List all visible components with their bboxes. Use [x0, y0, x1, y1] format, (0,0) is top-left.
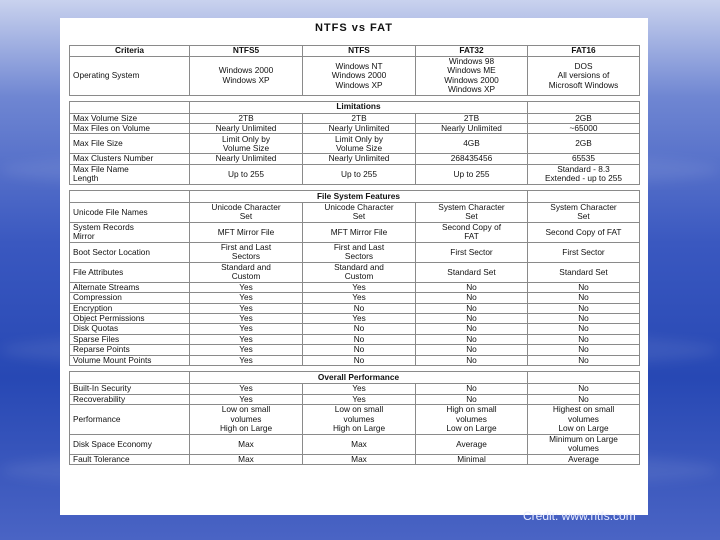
value-cell: Max [190, 434, 303, 454]
criteria-cell: Volume Mount Points [70, 355, 190, 365]
section-blank-cell [70, 101, 190, 113]
value-cell: 2TB [303, 113, 416, 123]
section-blank-cell [528, 372, 640, 384]
criteria-cell: Max Clusters Number [70, 154, 190, 164]
value-cell: No [416, 303, 528, 313]
value-cell: Yes [190, 324, 303, 334]
value-cell: No [528, 394, 640, 404]
criteria-cell: File Attributes [70, 262, 190, 282]
value-cell: No [303, 345, 416, 355]
table-row [70, 134, 640, 154]
table-row [70, 154, 640, 164]
slide [60, 18, 648, 515]
value-cell: Second Copy of FAT [528, 222, 640, 242]
value-cell: First Sector [528, 242, 640, 262]
value-cell: 2GB [528, 113, 640, 123]
table-row [70, 355, 640, 365]
criteria-cell: Reparse Points [70, 345, 190, 355]
criteria-cell: Operating System [70, 57, 190, 96]
table-row [70, 334, 640, 344]
value-cell: Yes [303, 314, 416, 324]
value-cell: No [416, 345, 528, 355]
value-cell: DOS All versions of Microsoft Windows [528, 57, 640, 96]
value-cell: Up to 255 [303, 164, 416, 184]
value-cell: Yes [190, 384, 303, 394]
value-cell: Low on small volumes High on Large [190, 404, 303, 434]
criteria-cell: Alternate Streams [70, 282, 190, 292]
table-row [70, 282, 640, 292]
value-cell: Highest on small volumes Low on Large [528, 404, 640, 434]
value-cell: No [416, 384, 528, 394]
table-row [70, 384, 640, 394]
value-cell: Minimal [416, 454, 528, 464]
value-cell: No [303, 303, 416, 313]
section-blank-cell [70, 190, 190, 202]
table-row [70, 345, 640, 355]
criteria-cell: Max File Size [70, 134, 190, 154]
value-cell: Limit Only by Volume Size [303, 134, 416, 154]
value-cell: No [416, 394, 528, 404]
value-cell: ~65000 [528, 124, 640, 134]
value-cell: Up to 255 [416, 164, 528, 184]
value-cell: No [416, 334, 528, 344]
value-cell: No [303, 334, 416, 344]
value-cell: No [528, 314, 640, 324]
criteria-cell: Performance [70, 404, 190, 434]
value-cell: Nearly Unlimited [190, 124, 303, 134]
table-title: NTFS vs FAT [314, 22, 394, 34]
criteria-cell: Max File Name Length [70, 164, 190, 184]
value-cell: No [416, 282, 528, 292]
value-cell: 2TB [190, 113, 303, 123]
value-cell: Unicode Character Set [303, 202, 416, 222]
criteria-cell: Object Permissions [70, 314, 190, 324]
value-cell: No [303, 324, 416, 334]
value-cell: Average [416, 434, 528, 454]
value-cell: Yes [190, 334, 303, 344]
table-row [70, 164, 640, 184]
value-cell: Windows NT Windows 2000 Windows XP [303, 57, 416, 96]
table-row [70, 303, 640, 313]
value-cell: Windows 2000 Windows XP [190, 57, 303, 96]
header-fat32: FAT32 [416, 46, 528, 57]
value-cell: No [416, 293, 528, 303]
value-cell: Yes [190, 282, 303, 292]
criteria-cell: Fault Tolerance [70, 454, 190, 464]
comparison-table [69, 45, 640, 465]
value-cell: No [528, 303, 640, 313]
value-cell: No [528, 355, 640, 365]
header-criteria: Criteria [70, 46, 190, 57]
value-cell: MFT Mirror File [303, 222, 416, 242]
section-blank-cell [528, 190, 640, 202]
table-row [70, 57, 640, 96]
criteria-cell: Encryption [70, 303, 190, 313]
criteria-cell: Max Files on Volume [70, 124, 190, 134]
value-cell: Yes [303, 394, 416, 404]
criteria-cell: Max Volume Size [70, 113, 190, 123]
value-cell: Yes [190, 394, 303, 404]
value-cell: No [528, 334, 640, 344]
table-row [70, 124, 640, 134]
value-cell: 268435456 [416, 154, 528, 164]
value-cell: Yes [190, 293, 303, 303]
header-fat16: FAT16 [528, 46, 640, 57]
header-row [70, 46, 640, 57]
criteria-cell: Disk Quotas [70, 324, 190, 334]
section-header-row [70, 190, 640, 202]
value-cell: Max [303, 454, 416, 464]
value-cell: Windows 98 Windows ME Windows 2000 Windows XP [416, 57, 528, 96]
value-cell: Nearly Unlimited [303, 124, 416, 134]
value-cell: Low on small volumes High on Large [303, 404, 416, 434]
table-row [70, 324, 640, 334]
value-cell: Yes [190, 303, 303, 313]
value-cell: Yes [190, 345, 303, 355]
value-cell: Yes [190, 355, 303, 365]
value-cell: No [416, 355, 528, 365]
criteria-cell: Built-In Security [70, 384, 190, 394]
criteria-cell: Recoverability [70, 394, 190, 404]
criteria-cell: Boot Sector Location [70, 242, 190, 262]
section-blank-cell [70, 372, 190, 384]
section-title: Overall Performance [190, 372, 528, 384]
table-row [70, 202, 640, 222]
value-cell: First Sector [416, 242, 528, 262]
value-cell: Yes [303, 293, 416, 303]
criteria-cell: Compression [70, 293, 190, 303]
value-cell: Standard and Custom [303, 262, 416, 282]
value-cell: 65535 [528, 154, 640, 164]
criteria-cell: Sparse Files [70, 334, 190, 344]
value-cell: Up to 255 [190, 164, 303, 184]
value-cell: No [528, 345, 640, 355]
header-ntfs: NTFS [303, 46, 416, 57]
section-header-row [70, 101, 640, 113]
section-blank-cell [528, 101, 640, 113]
table-row [70, 454, 640, 464]
table-row [70, 434, 640, 454]
value-cell: No [528, 282, 640, 292]
value-cell: No [528, 324, 640, 334]
value-cell: Limit Only by Volume Size [190, 134, 303, 154]
value-cell: System Character Set [416, 202, 528, 222]
value-cell: First and Last Sectors [303, 242, 416, 262]
value-cell: Standard and Custom [190, 262, 303, 282]
value-cell: Second Copy of FAT [416, 222, 528, 242]
section-title: File System Features [190, 190, 528, 202]
table-row [70, 394, 640, 404]
value-cell: Standard - 8.3 Extended - up to 255 [528, 164, 640, 184]
value-cell: Unicode Character Set [190, 202, 303, 222]
value-cell: Nearly Unlimited [303, 154, 416, 164]
value-cell: No [528, 384, 640, 394]
value-cell: Average [528, 454, 640, 464]
criteria-cell: Disk Space Economy [70, 434, 190, 454]
table-row [70, 293, 640, 303]
value-cell: Nearly Unlimited [190, 154, 303, 164]
value-cell: System Character Set [528, 202, 640, 222]
section-title: Limitations [190, 101, 528, 113]
value-cell: Max [303, 434, 416, 454]
value-cell: No [528, 293, 640, 303]
value-cell: Yes [190, 314, 303, 324]
value-cell: Standard Set [416, 262, 528, 282]
value-cell: Standard Set [528, 262, 640, 282]
table-row [70, 314, 640, 324]
value-cell: 2GB [528, 134, 640, 154]
value-cell: 2TB [416, 113, 528, 123]
value-cell: Yes [303, 384, 416, 394]
table-row [70, 222, 640, 242]
table-row [70, 262, 640, 282]
value-cell: MFT Mirror File [190, 222, 303, 242]
table-row [70, 242, 640, 262]
value-cell: Max [190, 454, 303, 464]
value-cell: Yes [303, 282, 416, 292]
criteria-cell: Unicode File Names [70, 202, 190, 222]
value-cell: 4GB [416, 134, 528, 154]
value-cell: Minimum on Large volumes [528, 434, 640, 454]
section-header-row [70, 372, 640, 384]
value-cell: Nearly Unlimited [416, 124, 528, 134]
table-body [70, 57, 640, 465]
table-row [70, 404, 640, 434]
credit-text: Credit: www.ntfs.com [523, 509, 636, 523]
value-cell: High on small volumes Low on Large [416, 404, 528, 434]
value-cell: No [303, 355, 416, 365]
value-cell: No [416, 324, 528, 334]
value-cell: First and Last Sectors [190, 242, 303, 262]
table-row [70, 113, 640, 123]
criteria-cell: System Records Mirror [70, 222, 190, 242]
header-ntfs5: NTFS5 [190, 46, 303, 57]
value-cell: No [416, 314, 528, 324]
